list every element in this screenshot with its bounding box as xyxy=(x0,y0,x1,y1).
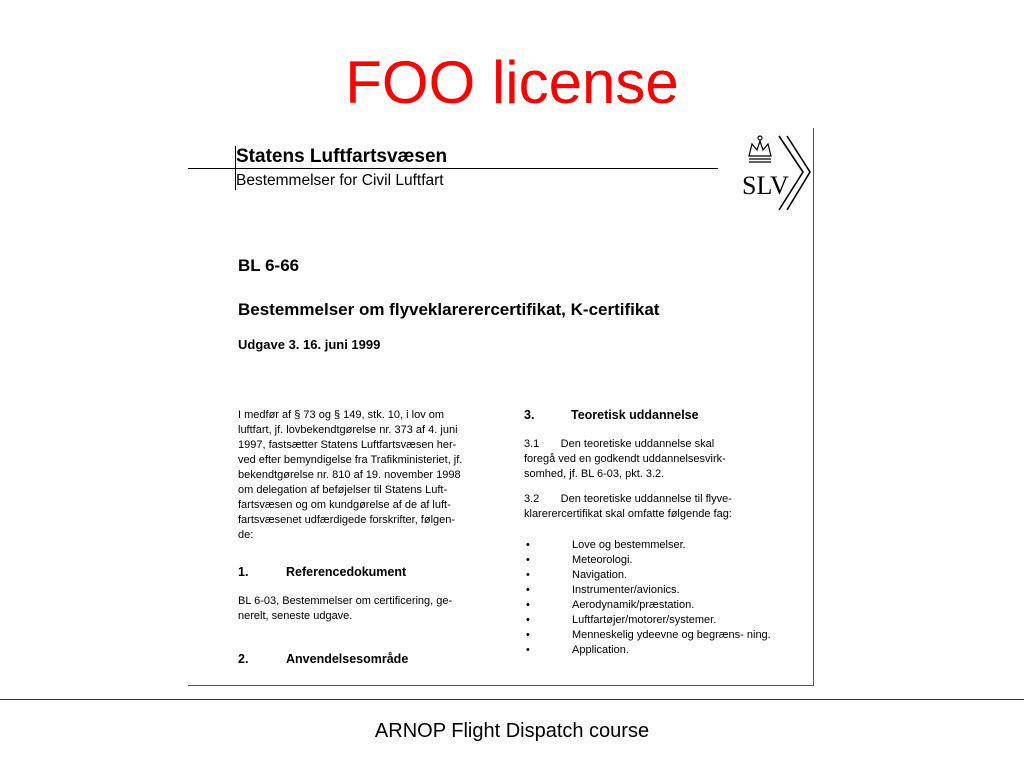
bullet-icon: • xyxy=(526,569,530,581)
slide-footer: ARNOP Flight Dispatch course xyxy=(374,720,650,742)
bullet-icon: • xyxy=(526,629,530,641)
text-line: somhed, jf. BL 6-03, pkt. 3.2. xyxy=(524,468,665,480)
edition-date: Udgave 3. 16. juni 1999 xyxy=(238,337,381,352)
list-item xyxy=(524,628,773,643)
bullet-icon: • xyxy=(526,539,530,551)
list-item xyxy=(524,538,773,553)
text-line: ved efter bemyndigelse fra Trafikministeriet, jf. xyxy=(238,454,463,466)
text-line: klarerercertifikat skal omfatte følgende fag: xyxy=(524,508,732,520)
text-line: om delegation af beføjelser til Statens Luft- xyxy=(238,484,448,496)
left-column xyxy=(238,408,487,667)
list-item-label: Application. xyxy=(572,644,629,656)
list-item-label: Love og bestemmelser. xyxy=(572,539,686,551)
section-title: Anvendelsesområde xyxy=(286,652,409,666)
text-line: fartsvæsen og om kundgørelse af de af luft- xyxy=(238,499,451,511)
text-line: 1997, fastsætter Statens Luftfartsvæsen her- xyxy=(238,439,457,451)
list-item xyxy=(524,643,773,658)
section-heading-1 xyxy=(238,565,487,580)
logo-text: SLV xyxy=(742,171,789,200)
text-line: luftfart, jf. lovbekendtgørelse nr. 373 af 4. juni xyxy=(238,424,458,436)
list-item-label: Luftfartøjer/motorer/systemer. xyxy=(572,614,717,626)
list-item xyxy=(524,583,773,598)
crown-icon xyxy=(749,136,771,162)
text-line: 3.1 Den teoretiske uddannelse skal xyxy=(524,438,715,450)
list-item-label: Meteorologi. xyxy=(572,554,633,566)
paragraph-3-1 xyxy=(524,437,773,482)
regulation-id: BL 6-66 xyxy=(238,256,300,275)
bullet-icon: • xyxy=(526,554,530,566)
section1-paragraph xyxy=(238,594,487,624)
regulation-title: Bestemmelser om flyveklarerercertifikat, K-certifikat xyxy=(238,300,660,319)
text-line: bekendtgørelse nr. 810 af 19. november 1998 xyxy=(238,469,461,481)
text-line: de: xyxy=(238,529,254,541)
list-item xyxy=(524,553,773,568)
bullet-icon: • xyxy=(526,644,530,656)
section-heading-3 xyxy=(524,408,773,423)
list-item xyxy=(524,613,773,628)
section-number: 2. xyxy=(238,652,249,666)
section-title: Referencedokument xyxy=(286,565,407,579)
organization-subtitle: Bestemmelser for Civil Luftfart xyxy=(236,172,444,189)
slide-title: FOO license xyxy=(345,49,679,116)
intro-paragraph xyxy=(238,408,487,543)
text-line: nerelt, seneste udgave. xyxy=(238,610,353,622)
section-number: 3. xyxy=(524,408,535,422)
text-line: fartsvæsenet udfærdigede forskrifter, følgen- xyxy=(238,514,456,526)
paragraph-3-2 xyxy=(524,492,773,522)
list-item xyxy=(524,568,773,583)
text-line: 3.2 Den teoretiske uddannelse til flyve- xyxy=(524,493,732,505)
slv-crown-logo xyxy=(741,132,811,214)
text-line: BL 6-03, Bestemmelser om certificering, ge- xyxy=(238,595,453,607)
list-item-label: Menneskelig ydeevne og begræns- ning. xyxy=(572,629,771,641)
bullet-icon: • xyxy=(526,614,530,626)
footer-divider xyxy=(0,699,1024,700)
right-column xyxy=(524,408,773,658)
text-line: I medfør af § 73 og § 149, stk. 10, i lov om xyxy=(238,409,445,421)
bullet-icon: • xyxy=(526,584,530,596)
section-number: 1. xyxy=(238,565,249,579)
section-heading-2 xyxy=(238,652,487,667)
list-item-label: Navigation. xyxy=(572,569,628,581)
organization-name: Statens Luftfartsvæsen xyxy=(236,146,448,167)
list-item-label: Instrumenter/avionics. xyxy=(572,584,680,596)
header-rule xyxy=(188,168,718,169)
bullet-icon: • xyxy=(526,599,530,611)
subject-list xyxy=(524,538,773,658)
list-item-label: Aerodynamik/præstation. xyxy=(572,599,695,611)
list-item xyxy=(524,598,773,613)
section-title: Teoretisk uddannelse xyxy=(571,408,699,422)
text-line: foregå ved en godkendt uddannelsesvirk- xyxy=(524,453,726,465)
document-scan xyxy=(188,128,814,686)
